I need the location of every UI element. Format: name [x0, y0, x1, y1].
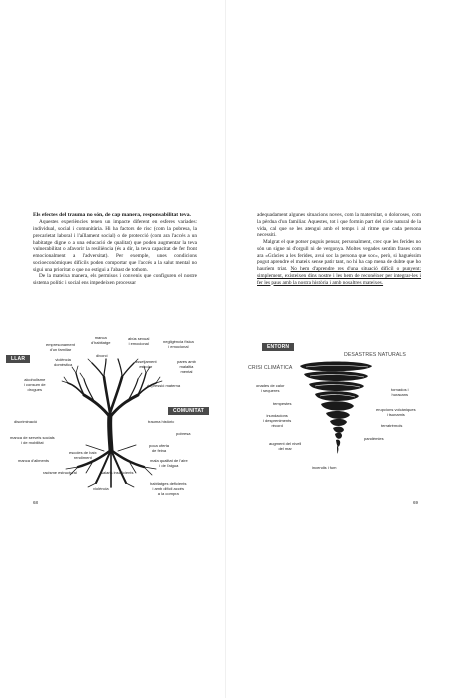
label-earthquakes: terratrèmols — [381, 423, 403, 428]
right-paragraph-1: adequadament algunes situacions noves, com la maternitat, o doloroses, com la pèrdua d'un familiar. Aquestes, tot i que formin part del cicle natural de la vida, cal que se les atengui amb el temps i al ritme que cada persona necessiti. — [257, 212, 421, 239]
label-no-housing: manca d'habitatge — [91, 335, 111, 345]
left-paragraph-2: De la mateixa manera, els permisos i convenis que configuren el nostre sistema polític i social ens impedeixen processar — [33, 273, 197, 286]
label-maternal-depression: depressió materna — [147, 383, 181, 388]
tag-community: COMUNITAT — [168, 407, 209, 415]
tag-home: LLAR — [6, 355, 30, 363]
label-parents-illness: pares amb malaltia mental — [177, 359, 196, 374]
tag-environment: ENTORN — [262, 343, 294, 351]
title-natural-disasters: DESASTRES NATURALS — [344, 352, 406, 358]
tornado-illustration — [298, 360, 374, 458]
title-climate-crisis: CRISI CLIMÀTICA — [248, 365, 293, 371]
right-body-text — [257, 212, 421, 286]
page-number-left: 68 — [33, 500, 39, 505]
label-historical-trauma: trauma històric — [148, 419, 175, 424]
right-paragraph-2 — [257, 239, 421, 286]
label-violence: violència — [93, 486, 109, 491]
label-structural-racism: racisme estructural — [43, 470, 77, 475]
label-floods: inundacions i despreniments rècord — [263, 413, 292, 428]
label-neglect: negligència física i emocional — [163, 339, 194, 349]
label-school-bullying: assetjament escolar — [135, 359, 157, 369]
right-page — [226, 0, 452, 698]
label-volcanic: erupcions volcàniques i tsunamis — [376, 407, 416, 417]
label-poverty: pobresa — [176, 431, 191, 436]
label-sexual-abuse: abús sexual i emocional — [128, 336, 150, 346]
label-air-quality: mala qualitat de l'aire i de l'aigua — [150, 458, 188, 468]
label-deficient-housing: habitatges deficients i amb difícil accés a la compra — [150, 481, 187, 496]
label-discrimination: discriminació — [14, 419, 38, 424]
label-domestic-violence: violència domèstica — [54, 357, 73, 367]
label-fires: incendis i fum — [312, 465, 337, 470]
label-divorce: divorci — [96, 353, 108, 358]
label-prisoned-relative: empresonament d'un familiar — [46, 342, 75, 352]
page-number-right: 69 — [413, 500, 419, 505]
label-low-schools: escoles de baix rendiment — [69, 450, 97, 460]
label-job-offer: poca oferta de feina — [149, 443, 170, 453]
underlined-quote: No hem d'aprendre res d'una situació difícil o punyent: simplement, existeixen dins nostre i les hem de reconèixer per integrar-les i fer les paus amb la nostra història i amb nosaltres mateixes. — [257, 266, 421, 286]
label-tornados: tornados i huracans — [391, 387, 409, 397]
left-body-text — [33, 212, 197, 287]
label-pandemics: pandèmies — [364, 436, 384, 441]
right-paragraph-2-text: Malgrat el que potser puguis pensar, personalment, crec que les ferides no són un signe ni d'orgull ni de vergonya. Moltes vegades sentim frases com ara «Gràcies a les ferides, avui soc la persona que soc», però, si haguéssim pogut aprendre el mateix sense patir tant, no hi ha cap mena de dubte que ho hauríem triat. — [257, 239, 421, 272]
label-heatwaves: onades de calor i sequeres — [256, 383, 285, 393]
label-insufficient-wages: salaris insuficients — [101, 470, 134, 475]
label-food-lack: manca d'aliments — [18, 458, 49, 463]
left-heading: Els efectes del trauma no són, de cap manera, responsabilitat teva. — [33, 212, 191, 218]
label-alcoholism: alcoholisme i consum de drogues — [24, 377, 46, 392]
label-storms: tempestes — [273, 401, 292, 406]
left-paragraph-1: Aquestes experiències tenen un impacte diferent en esferes variades: individual, social i comunitària. Hi ha factors de risc (com la pobresa, la precarietat laboral i l'aïllament social) o de protecció (com ara l'accés a un habitatge digne o a una educació de qualitat) que poden augmentar la teva vulnerabilitat o afavorir la resiliència (és a dir, la teva capacitat de fer front emocionalment a l'adversitat). Per exemple, unes condicions socioeconòmiques difícils poden comportar que l'accés a la salut mental no sigui una prioritat o que no estigui a l'abast de tothom. — [33, 219, 197, 273]
label-lack-services: manca de serveis socials i de mobilitat — [10, 435, 55, 445]
label-sea-level: augment del nivell del mar — [269, 441, 302, 451]
